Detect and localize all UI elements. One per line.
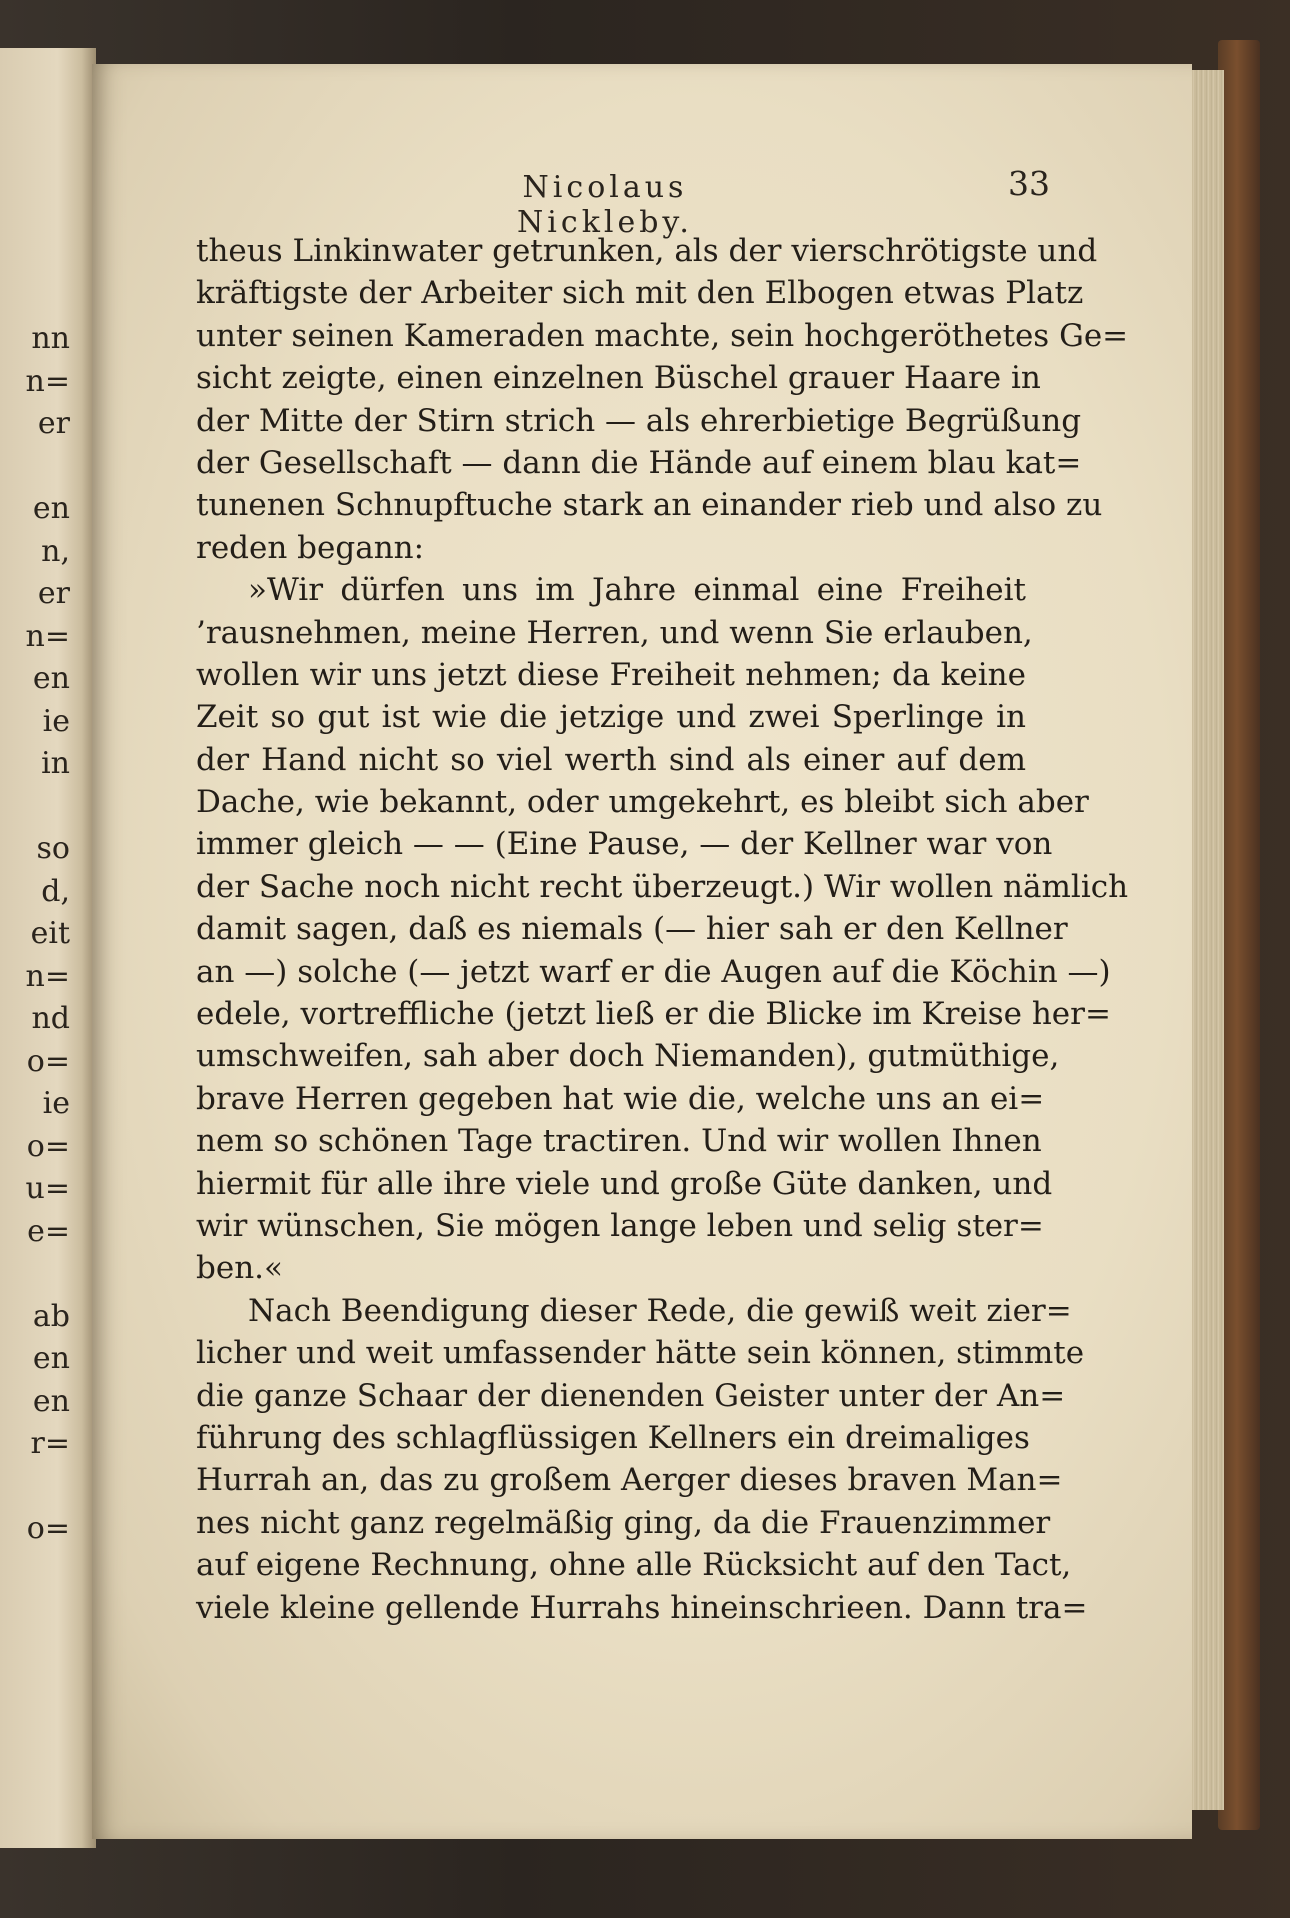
left-page-fragment: ie: [42, 703, 70, 739]
left-page-fragment: er: [37, 406, 70, 441]
text-line: der Sache noch nicht recht überzeugt.) Wir wollen nämlich: [196, 868, 1129, 905]
left-page-fragment: r=: [30, 1426, 70, 1461]
left-page-fragment: en: [32, 1383, 70, 1419]
text-line: Nach Beendigung dieser Rede, die gewiß weit zier=: [248, 1292, 1072, 1329]
left-page-fragment: eit: [30, 916, 70, 951]
left-page-fragment: [0, 1253, 70, 1296]
body-text: [196, 230, 1129, 1629]
text-line: edele, vortreffliche (jetzt ließ er die Blicke im Kreise her=: [196, 996, 1111, 1033]
text-line: ’rausnehmen, meine Herren, und wenn Sie erlauben,: [196, 614, 1033, 651]
text-line: nes nicht ganz regelmäßig ging, da die Frauenzimmer: [196, 1504, 1051, 1541]
left-page-text-fragments: [0, 318, 70, 1551]
text-line: reden begann:: [196, 529, 425, 566]
cover-edge: [1218, 40, 1260, 1830]
text-line: wir wünschen, Sie mögen lange leben und selig ster=: [196, 1207, 1044, 1244]
text-line: an —) solche (— jetzt warf er die Augen auf die Köchin —): [196, 953, 1111, 990]
text-line: Dache, wie bekannt, oder umgekehrt, es bleibt sich aber: [196, 784, 1089, 821]
left-page-fragment: er: [37, 576, 70, 611]
text-line: damit sagen, daß es niemals (— hier sah er den Kellner: [196, 911, 1068, 948]
text-line: der Mitte der Stirn strich — als ehrerbietige Begrüßung: [196, 402, 1082, 439]
text-line: brave Herren gegeben hat wie die, welche uns an ei=: [196, 1080, 1045, 1117]
left-page-fragment: o=: [26, 1043, 70, 1079]
text-line: viele kleine gellende Hurrahs hineinschrieen. Dann tra=: [196, 1589, 1088, 1626]
text-line: nem so schönen Tage tractiren. Und wir wollen Ihnen: [196, 1123, 1042, 1160]
text-line: Hurrah an, das zu großem Aerger dieses braven Man=: [196, 1462, 1063, 1499]
text-line: ben.«: [196, 1250, 283, 1287]
text-line: tunenen Schnupftuche stark an einander rieb und also zu: [196, 487, 1103, 524]
left-page-fragment: n=: [25, 363, 70, 399]
text-line: umschweifen, sah aber doch Niemanden), gutmüthige,: [196, 1038, 1060, 1075]
left-page-fragment: so: [36, 831, 70, 866]
text-line: Zeit so gut ist wie die jetzige und zwei Sperlinge in: [196, 699, 1026, 736]
text-line: der Hand nicht so viel werth sind als einer auf dem: [196, 741, 1026, 778]
text-line: auf eigene Rechnung, ohne alle Rücksicht auf den Tact,: [196, 1547, 1072, 1584]
text-line: hiermit für alle ihre viele und große Güte danken, und: [196, 1165, 1053, 1202]
text-line: theus Linkinwater getrunken, als der vierschrötigste und: [196, 233, 1098, 269]
left-page-fragment: u=: [25, 1171, 70, 1206]
left-page-fragment: in: [41, 746, 70, 781]
text-line: sicht zeigte, einen einzelnen Büschel grauer Haare in: [196, 360, 1041, 397]
text-line: wollen wir uns jetzt diese Freiheit nehmen; da keine: [196, 656, 1026, 693]
left-page-fragment: ab: [32, 1298, 70, 1334]
left-page-fragment: [0, 446, 70, 489]
left-page-fragment: e=: [27, 1213, 70, 1249]
left-page-fragment: n,: [41, 533, 70, 569]
left-page-fragment: nn: [31, 321, 70, 356]
page-number: 33: [1008, 164, 1050, 203]
left-page-fragment: ie: [42, 1086, 70, 1121]
left-page: [0, 48, 96, 1848]
left-page-fragment: [0, 1466, 70, 1509]
text-line: der Gesellschaft — dann die Hände auf einem blau kat=: [196, 444, 1082, 481]
left-page-fragment: en: [32, 661, 70, 696]
left-page-fragment: o=: [26, 1128, 70, 1164]
text-line: immer gleich — — (Eine Pause, — der Kellner war von: [196, 826, 1053, 863]
text-line: führung des schlagflüssigen Kellners ein dreimaliges: [196, 1419, 1030, 1456]
text-line: licher und weit umfassender hätte sein können, stimmte: [196, 1335, 1085, 1372]
left-page-fragment: nd: [31, 1001, 70, 1036]
left-page-fragment: en: [32, 1341, 70, 1376]
text-line: »Wir dürfen uns im Jahre einmal eine Freiheit: [248, 572, 1026, 609]
running-title: Nicolaus Nickleby.: [517, 170, 693, 240]
left-page-fragment: en: [32, 491, 70, 526]
left-page-fragment: d,: [41, 873, 70, 909]
left-page-fragment: n=: [25, 958, 70, 994]
text-line: unter seinen Kameraden machte, sein hochgeröthetes Ge=: [196, 317, 1129, 354]
text-line: kräftigste der Arbeiter sich mit den Elbogen etwas Platz: [196, 275, 1084, 312]
left-page-fragment: [0, 786, 70, 829]
left-page-fragment: n=: [25, 618, 70, 654]
left-page-fragment: o=: [26, 1511, 70, 1546]
text-line: die ganze Schaar der dienenden Geister unter der An=: [196, 1377, 1066, 1414]
